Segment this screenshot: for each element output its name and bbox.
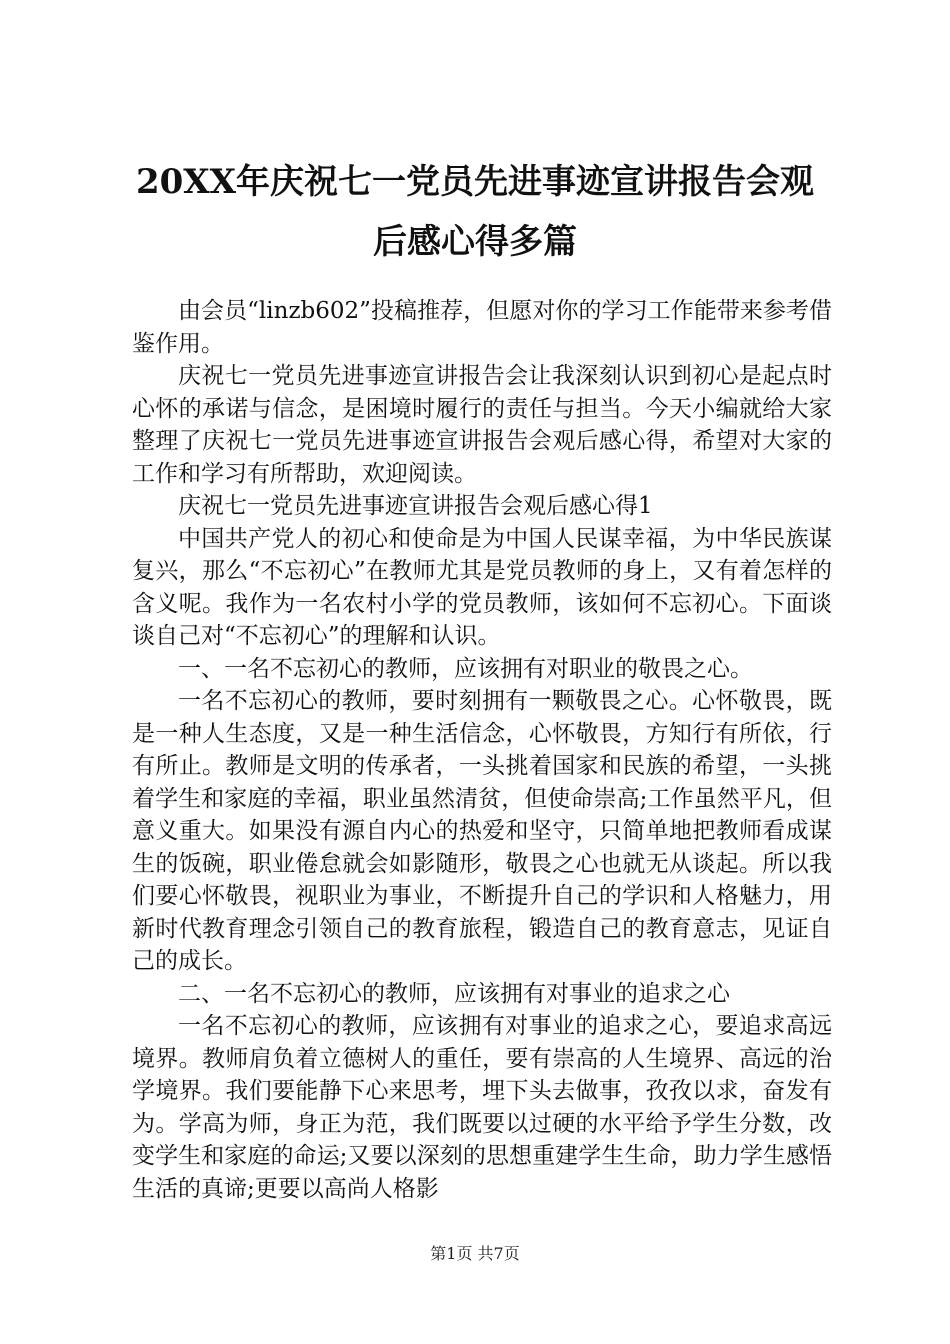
subheading: 二、一名不忘初心的教师，应该拥有对事业的追求之心 xyxy=(178,980,730,1007)
paragraph: 一名不忘初心的教师，应该拥有对事业的追求之心，要追求高远境界。教师肩负着立德树人的重任，要有崇高的人生境界、高远的治学境界。我们要能静下心来思考，埋下头去做事，孜孜以求，奋发有为。学高为师，身正为范，我们既要以过硬的水平给予学生分数，改变学生和家庭的命运;又要以深刻的思想重建学生生命，助力学生感悟生活的真谛;更要以高尚人格影 xyxy=(132,1013,832,1202)
paragraph-intro: 由会员“linzb602”投稿推荐，但愿对你的学习工作能带来参考借鉴作用。 xyxy=(132,298,832,357)
document-body xyxy=(132,295,832,1205)
document-title-line-2: 后感心得多篇 xyxy=(373,222,577,262)
subheading: 一、一名不忘初心的教师，应该拥有对职业的敬畏之心。 xyxy=(178,655,753,682)
paragraph-summary: 庆祝七一党员先进事迹宣讲报告会让我深刻认识到初心是起点时心怀的承诺与信念，是困境时履行的责任与担当。今天小编就给大家整理了庆祝七一党员先进事迹宣讲报告会观后感心得，希望对大家的工作和学习有所帮助，欢迎阅读。 xyxy=(132,363,832,487)
section-heading: 庆祝七一党员先进事迹宣讲报告会观后感心得1 xyxy=(178,493,653,519)
paragraph: 中国共产党人的初心和使命是为中国人民谋幸福，为中华民族谋复兴，那么“不忘初心”在教师尤其是党员教师的身上，又有着怎样的含义呢。我作为一名农村小学的党员教师，该如何不忘初心。下面谈谈自己对“不忘初心”的理解和认识。 xyxy=(132,525,832,649)
paragraph: 一名不忘初心的教师，要时刻拥有一颗敬畏之心。心怀敬畏，既是一种人生态度，又是一种生活信念，心怀敬畏，方知行有所依，行有所止。教师是文明的传承者，一头挑着国家和民族的希望，一头挑着学生和家庭的幸福，职业虽然清贫，但使命崇高;工作虽然平凡，但意义重大。如果没有源自内心的热爱和坚守，只简单地把教师看成谋生的饭碗，职业倦怠就会如影随形，敬畏之心也就无从谈起。所以我们要心怀敬畏，视职业为事业，不断提升自己的学识和人格魅力，用新时代教育理念引领自己的教育旅程，锻造自己的教育意志，见证自己的成长。 xyxy=(132,688,832,974)
document-title-line-1: 20XX年庆祝七一党员先进事迹宣讲报告会观 xyxy=(135,162,815,202)
page-footer: 第1页 共7页 xyxy=(430,1244,520,1263)
